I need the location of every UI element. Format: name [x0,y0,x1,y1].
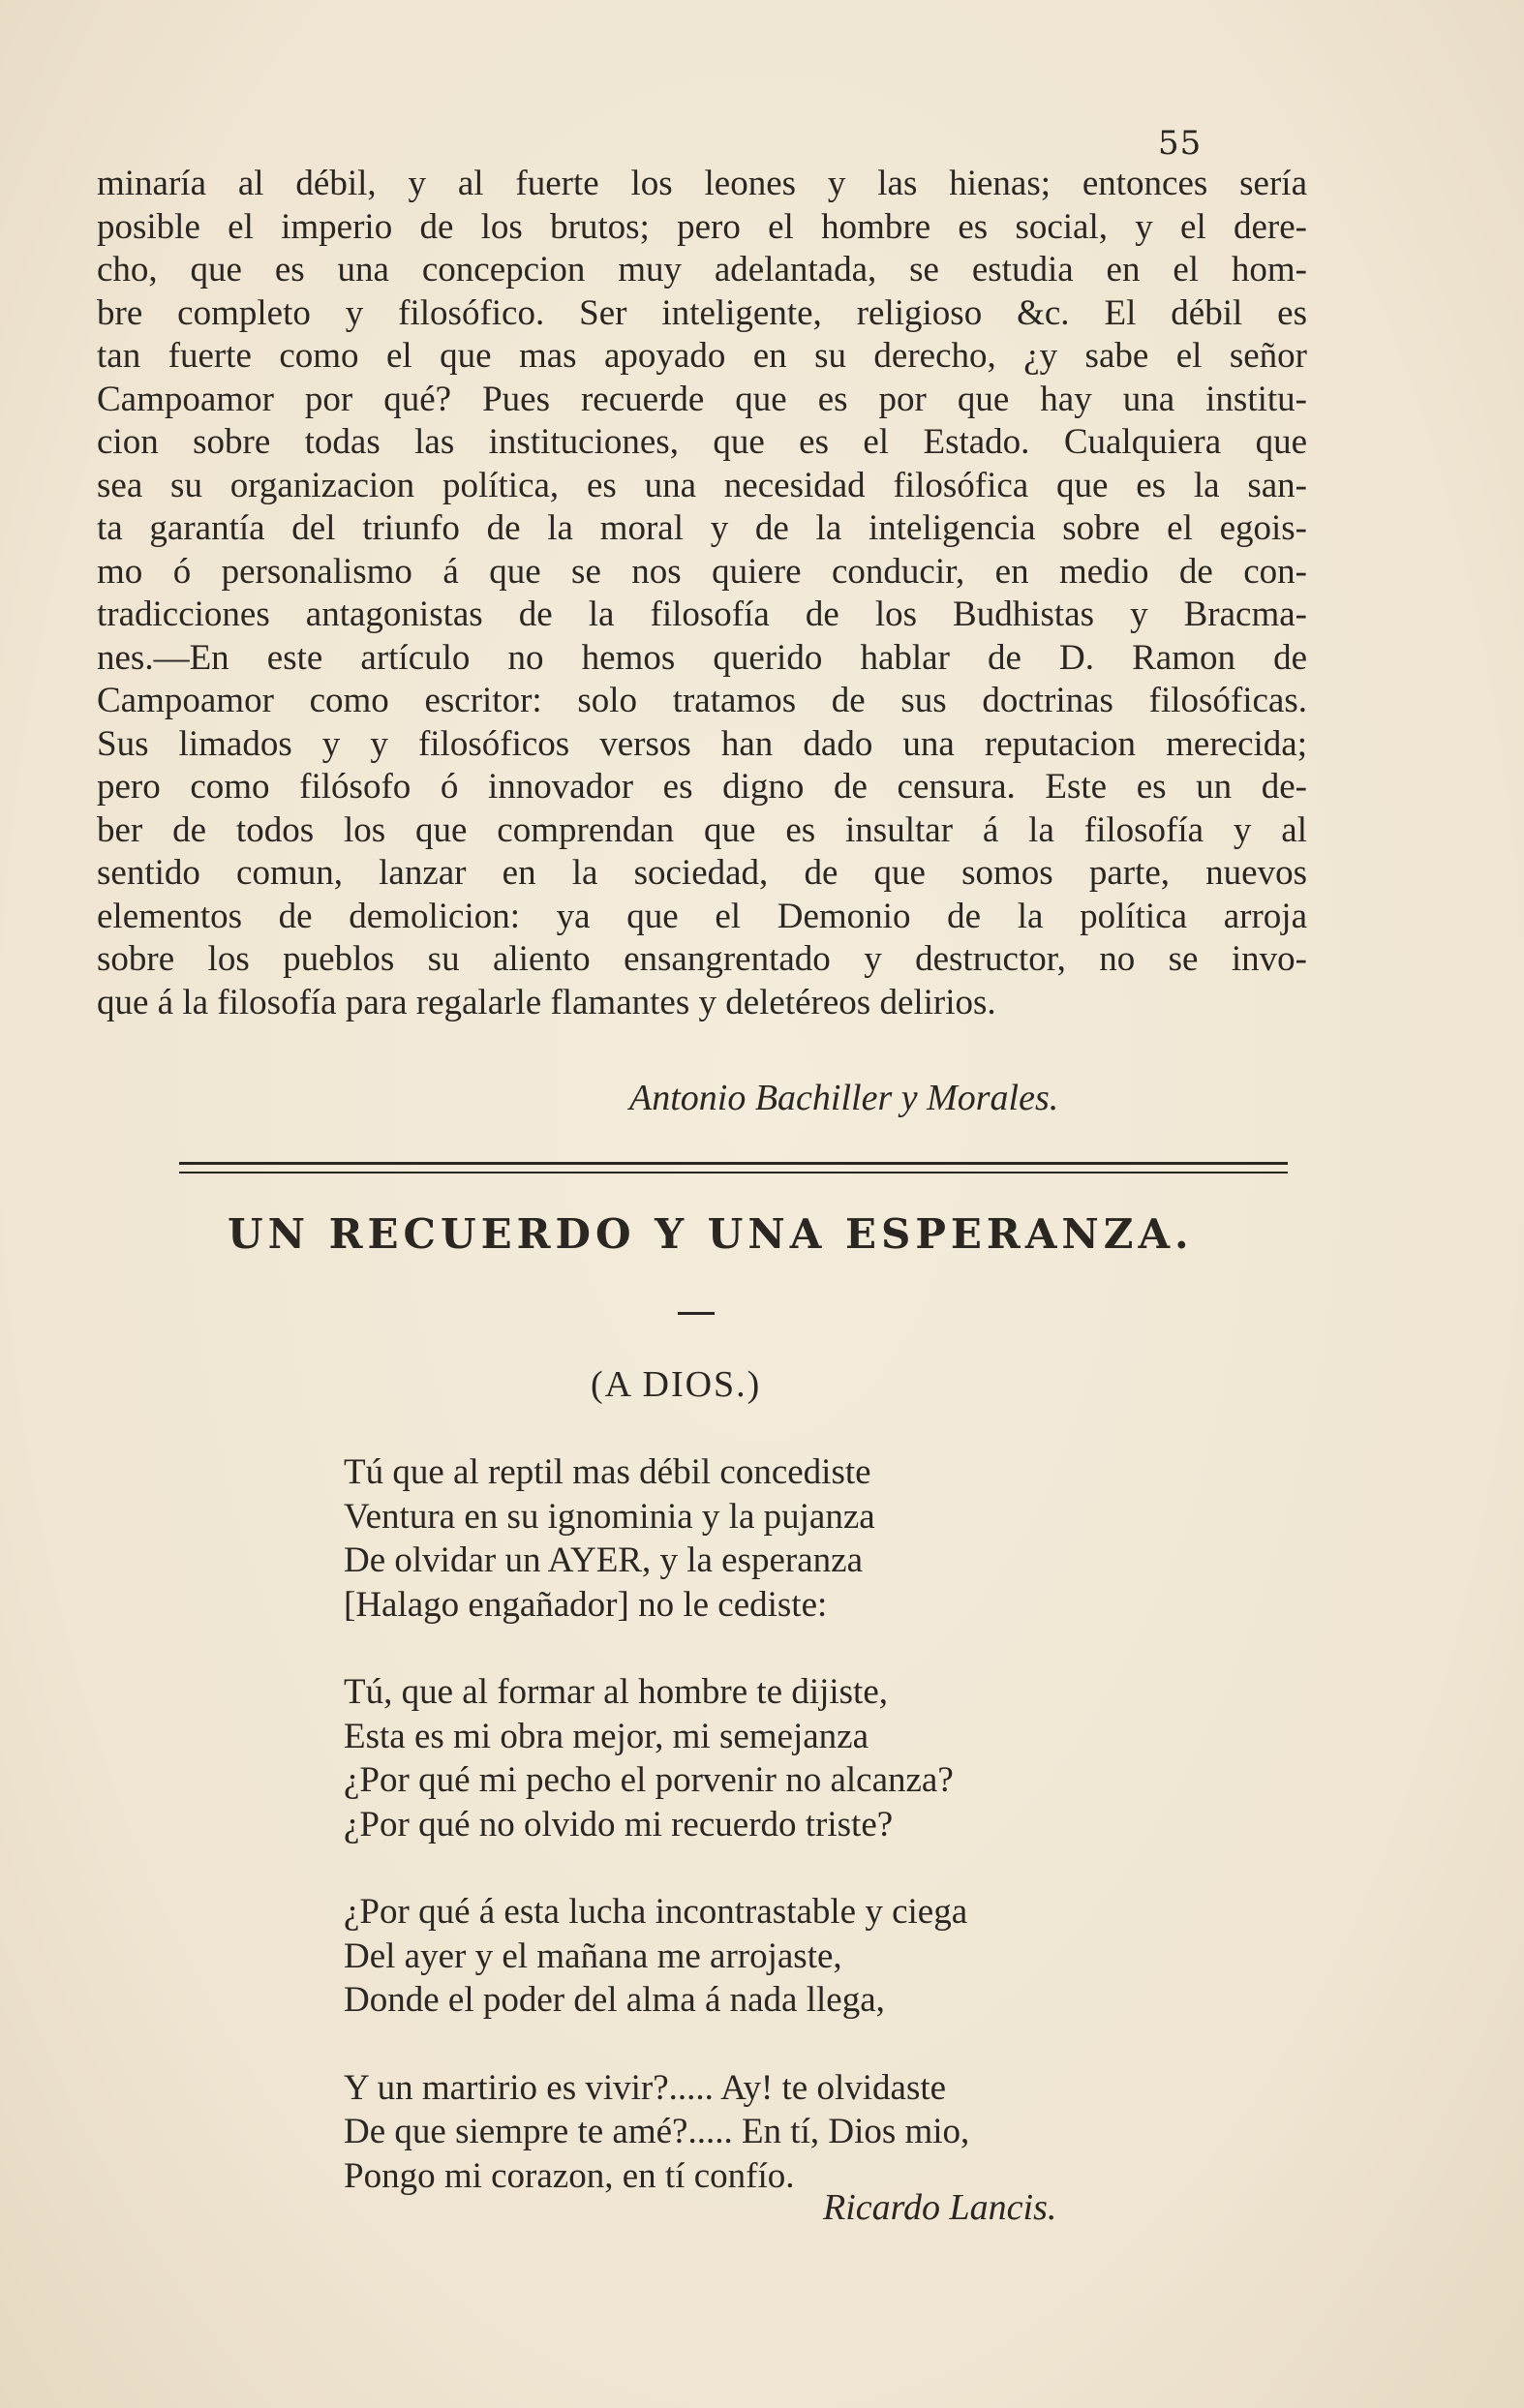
text-line: ber de todos los que comprendan que es insultar á la filosofía y al [97,809,1307,850]
poem-verse: Ventura en su ignominia y la pujanza [344,1496,875,1537]
poem-verse: Y un martirio es vivir?..... Ay! te olvidaste [344,2067,947,2108]
section-divider [179,1162,1288,1174]
poem-verse: ¿Por qué no olvido mi recuerdo triste? [344,1804,894,1844]
text-line: sentido comun, lanzar en la sociedad, de que somos parte, nuevos [97,853,1307,893]
poem-verse: [Halago engañador] no le cediste: [344,1584,828,1625]
text-line: nes.—En este artículo no hemos querido hablar de D. Ramon de [97,637,1307,678]
poem-verse: De olvidar un AYER, y la esperanza [344,1540,864,1580]
poem-verse: Tú que al reptil mas débil concediste [344,1452,871,1492]
poem-stanza [344,2066,1215,2199]
poem-stanza [344,1670,1215,1846]
text-line: Sus limados y y filosóficos versos han dado una reputacion merecida; [97,723,1307,764]
article-text [97,163,1307,1024]
page-number: 55 [1158,124,1203,163]
text-line: cion sobre todas las instituciones, que es el Estado. Cualquiera que [97,422,1307,462]
article-signature: Antonio Bachiller y Morales. [629,1078,1059,1118]
poem-verse: Pongo mi corazon, en tí confío. [344,2155,795,2196]
text-line: elementos de demolicion: ya que el Demonio de la política arroja [97,896,1307,936]
text-line: minaría al débil, y al fuerte los leones y las hienas; entonces sería [97,164,1307,203]
poem-title: UN RECUERDO Y UNA ESPERANZA. [228,1210,1194,1258]
text-line: tan fuerte como el que mas apoyado en su derecho, ¿y sabe el señor [97,336,1307,376]
text-line: que á la filosofía para regalarle flamantes y deletéreos delirios. [97,982,996,1022]
poem-verse: Del ayer y el mañana me arrojaste, [344,1936,842,1976]
text-line: pero como filósofo ó innovador es digno de censura. Este es un de- [97,767,1307,807]
text-line: Campoamor por qué? Pues recuerde que es por que hay una institu- [97,379,1307,419]
text-line: sobre los pueblos su aliento ensangrentado y destructor, no se invo- [97,939,1307,979]
poem-verse: ¿Por qué á esta lucha incontrastable y ciega [344,1892,968,1932]
poem-body [344,1450,1215,2198]
text-line: ta garantía del triunfo de la moral y de la inteligencia sobre el egois- [97,508,1307,548]
poem-author: Ricardo Lancis. [823,2187,1057,2228]
text-line: mo ó personalismo á que se nos quiere conducir, en medio de con- [97,551,1307,592]
poem-dedication: (A DIOS.) [591,1364,762,1405]
poem-verse: Donde el poder del alma á nada llega, [344,1980,885,2020]
poem-stanza [344,1890,1215,2023]
poem-verse: ¿Por qué mi pecho el porvenir no alcanza? [344,1760,954,1800]
poem-verse: Tú, que al formar al hombre te dijiste, [344,1672,889,1712]
poem-verse: Esta es mi obra mejor, mi semejanza [344,1716,869,1756]
poem-stanza [344,1450,1215,1627]
title-dash [678,1312,715,1315]
text-line: cho, que es una concepcion muy adelantada, se estudia en el hom- [97,250,1307,290]
text-line: tradicciones antagonistas de la filosofía de los Budhistas y Bracma- [97,594,1307,634]
poem-verse: De que siempre te amé?..... En tí, Dios mio, [344,2112,970,2151]
text-line: Campoamor como escritor: solo tratamos de sus doctrinas filosóficas. [97,681,1307,720]
text-line: posible el imperio de los brutos; pero el hombre es social, y el dere- [97,206,1307,247]
text-line: sea su organizacion política, es una necesidad filosófica que es la san- [97,465,1307,505]
text-line: bre completo y filosófico. Ser inteligente, religioso &c. El débil es [97,292,1307,333]
